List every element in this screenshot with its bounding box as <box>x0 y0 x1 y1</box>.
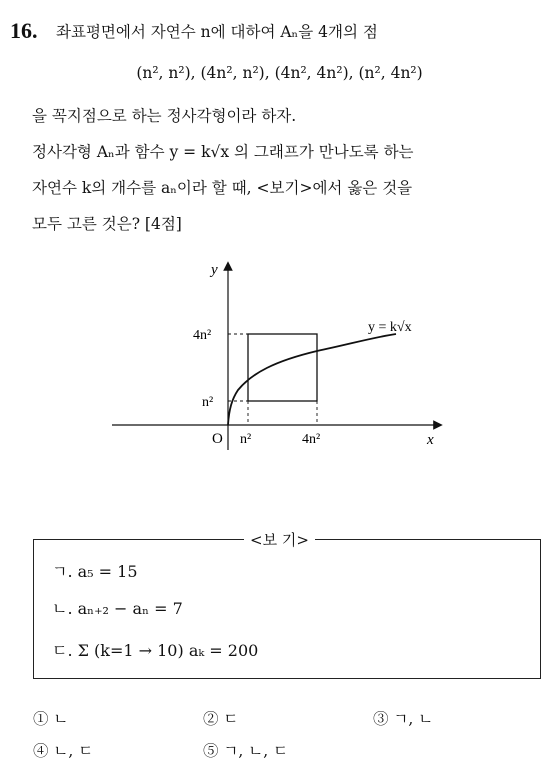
x-tick-n2: n² <box>240 432 252 447</box>
question-points: (n², n²), (4n², n²), (4n², 4n²), (n², 4n²) <box>136 64 423 82</box>
question-line-5: 자연수 k의 개수를 aₙ이라 할 때, <보기>에서 옳은 것을 <box>32 179 413 197</box>
x-axis-label: x <box>427 432 434 448</box>
choice-4[interactable]: ④ ㄴ, ㄷ <box>33 742 94 760</box>
bogi-title-wrap <box>0 529 559 550</box>
bogi-item-a: ㄱ. a₅ = 15 <box>52 562 138 581</box>
curve-label: y = k√x <box>368 320 412 335</box>
square-An <box>248 334 317 401</box>
bogi-item-b: ㄴ. aₙ₊₂ − aₙ = 7 <box>52 599 183 618</box>
question-line-1: 좌표평면에서 자연수 n에 대하여 Aₙ을 4개의 점 <box>56 23 378 41</box>
question-line-4: 정사각형 Aₙ과 함수 y = k√x 의 그래프가 만나도록 하는 <box>32 143 414 161</box>
question-number: 16. <box>10 18 38 43</box>
origin-label: O <box>212 431 223 447</box>
choice-3[interactable]: ③ ㄱ, ㄴ <box>373 710 434 728</box>
y-tick-n2: n² <box>202 395 214 410</box>
choice-2[interactable]: ② ㄷ <box>203 710 239 728</box>
choice-5[interactable]: ⑤ ㄱ, ㄴ, ㄷ <box>203 742 289 760</box>
choice-1[interactable]: ① ㄴ <box>33 710 69 728</box>
graph-figure <box>0 255 559 455</box>
question-line-3: 을 꼭지점으로 하는 정사각형이라 하자. <box>32 107 297 125</box>
x-tick-4n2: 4n² <box>302 432 321 447</box>
bogi-title: <보 기> <box>244 531 315 549</box>
y-tick-4n2: 4n² <box>193 328 212 343</box>
curve-sqrt <box>228 334 396 425</box>
y-axis-label: y <box>211 262 218 278</box>
bogi-item-c: ㄷ. Σ (k=1 → 10) aₖ = 200 <box>52 641 259 660</box>
question-line-6: 모두 고른 것은? [4점] <box>32 215 182 233</box>
